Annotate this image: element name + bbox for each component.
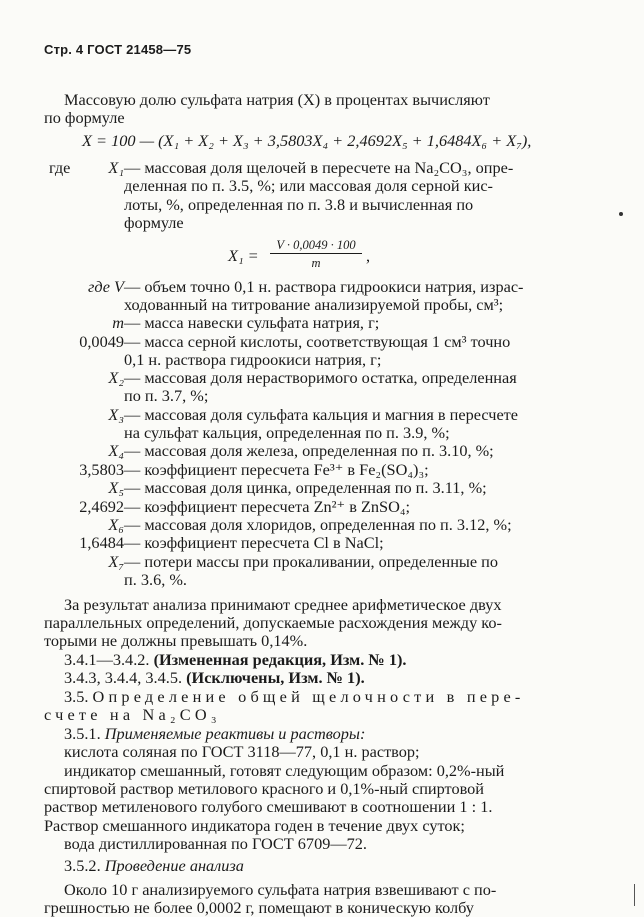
section-3-5-2: [64, 856, 244, 875]
x1-term: X₁: [108, 158, 124, 177]
reagent-line: раствор метиленового голубого смешивают в соотношении 1 : 1.: [44, 797, 493, 816]
def-line: ходованный на титрование анализируемой пробы, см³;: [124, 295, 504, 314]
def-line: 0,1 н. раствора гидроокиси натрия, г;: [124, 350, 382, 369]
page-header: Стр. 4 ГОСТ 21458—75: [44, 42, 192, 57]
def-line: — массовая доля железа, определенная по п. 3.10, %;: [124, 441, 494, 460]
reagent-line: спиртовой раствор метилового красного и 0,1%-ный спиртовой: [44, 779, 485, 798]
note-2: [64, 668, 365, 687]
fraction-lhs: X₁ =: [228, 246, 259, 265]
x1-fraction-formula: [228, 238, 538, 278]
fraction-bar: [270, 253, 362, 254]
section-3-5-1-title: Применяемые реактивы и растворы:: [104, 724, 366, 743]
section-3-5-title: [64, 687, 525, 706]
def-line: — массовая доля нерастворимого остатка, определенная: [124, 368, 517, 387]
def-line: — масса навески сульфата натрия, г;: [124, 313, 380, 332]
def-term: X₇: [108, 552, 124, 571]
note-2-num: 3.4.3, 3.4.4, 3.4.5.: [64, 668, 183, 687]
reagent-line: вода дистиллированная по ГОСТ 6709—72.: [64, 834, 367, 853]
section-3-5-1-num: 3.5.1.: [64, 724, 101, 743]
result-line-1: За результат анализа принимают среднее арифметическое двух: [64, 595, 502, 614]
def-line: на сульфат кальция, определенная по п. 3.9, %;: [124, 423, 450, 442]
scan-edge-mark: [634, 884, 635, 906]
def-term: 1,6484: [79, 533, 124, 552]
section-3-5-title-2: счете на Na₂CO₃: [44, 705, 221, 724]
procedure-line-1: Около 10 г анализируемого сульфата натрия взвешивают с по-: [64, 880, 497, 899]
def-term: 0,0049: [79, 332, 124, 351]
def-term: m: [112, 313, 124, 332]
note-2-text: (Исключены, Изм. № 1).: [186, 668, 365, 687]
def-term: X₂: [108, 368, 124, 387]
def-line: — объем точно 0,1 н. раствора гидроокиси натрия, израс-: [124, 277, 524, 296]
def-term: 3,5803: [79, 460, 124, 479]
x1-line-4: формуле: [124, 213, 184, 232]
def-term: 2,4692: [79, 497, 124, 516]
note-1-text: (Измененная редакция, Изм. № 1).: [153, 650, 407, 669]
def-term: где V: [87, 277, 124, 296]
x1-line-3: лоты, %, определенная по п. 3.8 и вычисленная по: [124, 195, 474, 214]
reagent-line: кислота соляная по ГОСТ 3118—77, 0,1 н. раствор;: [64, 742, 420, 761]
intro-line-1: Массовую долю сульфата натрия (X) в процентах вычисляют: [64, 90, 490, 109]
fraction-numerator: V · 0,0049 · 100: [276, 238, 356, 252]
scan-speck: [619, 212, 623, 216]
reagent-line: индикатор смешанный, готовят следующим образом: 0,2%-ный: [64, 761, 505, 780]
x1-line-1: — массовая доля щелочей в пересчете на Na₂CO₃, опре-: [124, 158, 514, 177]
def-line: — коэффициент пересчета Fe³⁺ в Fe₂(SO₄)₃;: [124, 460, 429, 479]
fraction-tail: ,: [366, 246, 371, 265]
note-1: [64, 650, 406, 669]
section-3-5-num: 3.5.: [64, 687, 89, 706]
def-line: — массовая доля хлоридов, определенная по п. 3.12, %;: [124, 515, 512, 534]
result-line-3: торыми не должны превышать 0,14%.: [44, 631, 308, 650]
def-line: — коэффициент пересчета Zn²⁺ в ZnSO₄;: [124, 497, 411, 516]
procedure-line-2: грешностью не более 0,0002 г, помещают в коническую колбу: [44, 898, 474, 917]
def-line: по п. 3.7, %;: [124, 386, 209, 405]
def-term: X₄: [108, 441, 124, 460]
def-line: — коэффициент пересчета Cl в NaCl;: [124, 533, 384, 552]
fraction-denominator: m: [311, 256, 321, 270]
x1-line-2: деленная по п. 3.5, %; или массовая доля серной кис-: [124, 176, 493, 195]
def-line: — потери массы при прокаливании, определенные по: [124, 552, 498, 571]
section-3-5-2-title: Проведение анализа: [104, 856, 244, 875]
main-formula: X = 100 — (X₁ + X₂ + X₃ + 3,5803X₄ + 2,4692X₅ + 1,6484X₆ + X₇),: [82, 131, 532, 150]
def-line: п. 3.6, %.: [124, 570, 187, 589]
x1-lead: где: [49, 158, 71, 177]
def-term: X₆: [108, 515, 124, 534]
reagent-line: Раствор смешанного индикатора годен в течение двух суток;: [44, 816, 465, 835]
section-3-5-title-1: Определение общей щелочности в пере-: [92, 687, 525, 706]
section-3-5-2-num: 3.5.2.: [64, 856, 101, 875]
def-term: X₅: [108, 478, 124, 497]
result-line-2: параллельных определений, допускаемые расхождения между ко-: [44, 613, 502, 632]
intro-line-2: по формуле: [44, 108, 125, 127]
def-line: — масса серной кислоты, соответствующая 1 см³ точно: [124, 332, 511, 351]
def-line: — массовая доля цинка, определенная по п. 3.11, %;: [124, 478, 487, 497]
def-line: — массовая доля сульфата кальция и магния в пересчете: [124, 405, 519, 424]
section-3-5-1: [64, 724, 365, 743]
def-term: X₃: [108, 405, 124, 424]
note-1-num: 3.4.1—3.4.2.: [64, 650, 150, 669]
